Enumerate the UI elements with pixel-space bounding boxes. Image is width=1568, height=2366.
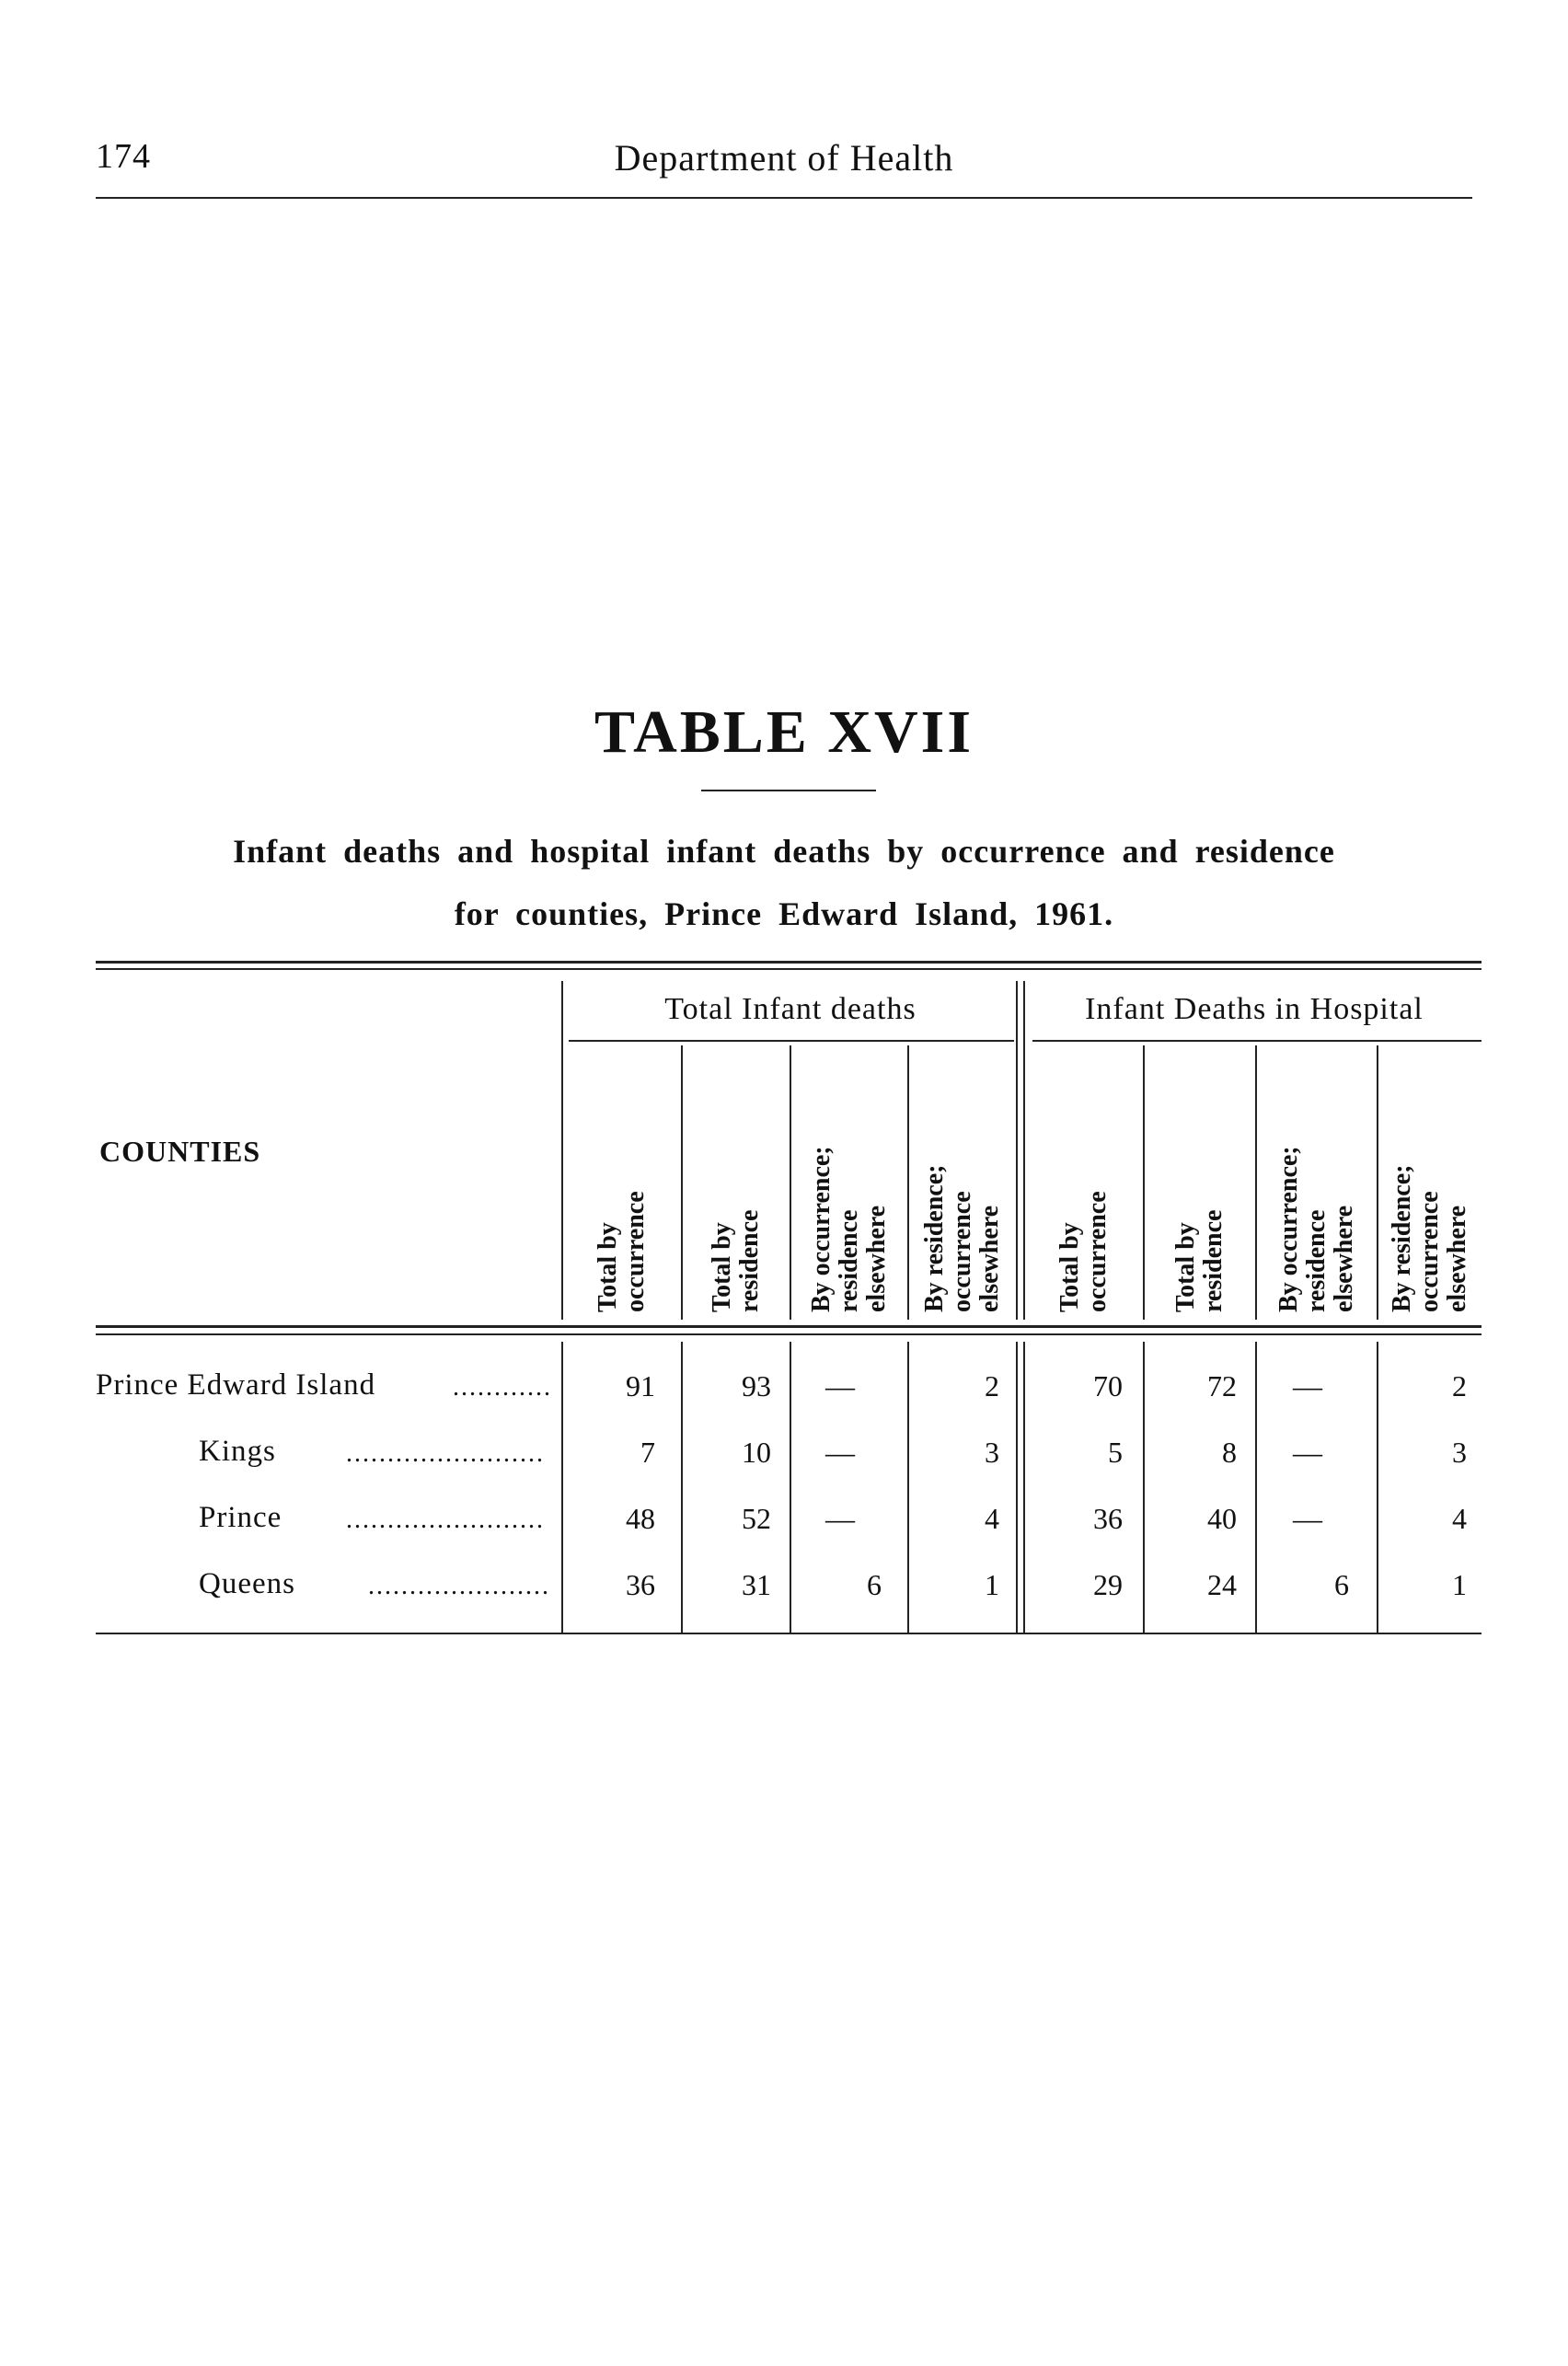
group-header-total-infant-deaths: Total Infant deaths bbox=[664, 992, 917, 1026]
table-title: TABLE XVII bbox=[594, 698, 974, 766]
header-rule bbox=[96, 197, 1472, 199]
leader-dots: ........................ bbox=[346, 1506, 545, 1534]
row-label: Kings bbox=[199, 1435, 276, 1468]
table-cell: 36 bbox=[1093, 1502, 1123, 1535]
column-header-line: occurrence bbox=[948, 1191, 976, 1312]
column-header-line: occurrence bbox=[1415, 1191, 1444, 1312]
column-header-by-occurrence-residence-elsewhere bbox=[791, 1049, 907, 1312]
table-cell: 10 bbox=[742, 1436, 771, 1469]
column-header-line: Total by bbox=[594, 1222, 622, 1312]
column-header-total-by-residence bbox=[683, 1049, 790, 1312]
column-header-line: occurrence bbox=[621, 1191, 650, 1312]
table-cell: 24 bbox=[1207, 1568, 1237, 1601]
column-header-line: By residence; bbox=[920, 1164, 949, 1312]
page-number: 174 bbox=[96, 137, 151, 176]
table-cell: — bbox=[825, 1436, 855, 1469]
table-cell: 48 bbox=[626, 1502, 655, 1535]
leader-dots: ...................... bbox=[368, 1572, 550, 1600]
table-cell: 93 bbox=[742, 1369, 771, 1402]
table-cell: 2 bbox=[1452, 1369, 1467, 1402]
column-header-by-residence-occurrence-elsewhere bbox=[909, 1049, 1016, 1312]
group-rule-1 bbox=[569, 1040, 1014, 1042]
column-header-hospital-by-occurrence-residence-elsewhere bbox=[1257, 1049, 1377, 1312]
column-header-line: residence bbox=[1302, 1209, 1331, 1312]
table-cell: 3 bbox=[1452, 1436, 1467, 1469]
group-header-infant-deaths-hospital: Infant Deaths in Hospital bbox=[1085, 992, 1424, 1026]
leader-dots: ............ bbox=[453, 1373, 552, 1402]
column-header-line: elsewhere bbox=[975, 1205, 1004, 1312]
table-cell: 8 bbox=[1222, 1436, 1237, 1469]
table-cell: 4 bbox=[1452, 1502, 1467, 1535]
title-rule bbox=[701, 790, 876, 791]
table-cell: — bbox=[1293, 1436, 1322, 1469]
table-cell: 4 bbox=[985, 1502, 999, 1535]
table-top-rule-2 bbox=[96, 968, 1482, 970]
column-header-line: By residence; bbox=[1388, 1164, 1416, 1312]
table-cell: 5 bbox=[1108, 1436, 1123, 1469]
table-cell: 6 bbox=[867, 1568, 882, 1601]
column-header-line: residence bbox=[1199, 1209, 1228, 1312]
column-header-line: Total by bbox=[1055, 1222, 1084, 1312]
table-cell: 2 bbox=[985, 1369, 999, 1402]
body-divider-double bbox=[1016, 1342, 1018, 1633]
table-cell: 72 bbox=[1207, 1369, 1237, 1402]
table-cell: 36 bbox=[626, 1568, 655, 1601]
column-header-hospital-total-by-occurrence bbox=[1025, 1049, 1143, 1312]
row-label: Prince Edward Island bbox=[96, 1368, 376, 1402]
column-header-line: residence bbox=[735, 1209, 764, 1312]
column-header-total-by-occurrence bbox=[563, 1049, 681, 1312]
column-header-hospital-total-by-residence bbox=[1145, 1049, 1255, 1312]
table-cell: 1 bbox=[1452, 1568, 1467, 1601]
column-header-line: elsewhere bbox=[1330, 1205, 1358, 1312]
header-bottom-rule bbox=[96, 1325, 1482, 1328]
table-cell: 31 bbox=[742, 1568, 771, 1601]
table-cell: 7 bbox=[640, 1436, 655, 1469]
table-cell: 52 bbox=[742, 1502, 771, 1535]
table-cell: — bbox=[825, 1502, 855, 1535]
leader-dots: ........................ bbox=[346, 1439, 545, 1468]
table-cell: 40 bbox=[1207, 1502, 1237, 1535]
column-header-line: Total by bbox=[708, 1222, 736, 1312]
table-cell: 29 bbox=[1093, 1568, 1123, 1601]
row-label: Queens bbox=[199, 1567, 295, 1600]
column-header-line: elsewhere bbox=[1443, 1205, 1471, 1312]
column-header-line: elsewhere bbox=[862, 1205, 891, 1312]
column-header-line: Total by bbox=[1171, 1222, 1200, 1312]
table-cell: 1 bbox=[985, 1568, 999, 1601]
stub-header-counties: COUNTIES bbox=[99, 1135, 261, 1168]
table-subtitle-line-2: for counties, Prince Edward Island, 1961. bbox=[454, 895, 1114, 932]
table-cell: 3 bbox=[985, 1436, 999, 1469]
column-header-line: occurrence bbox=[1083, 1191, 1112, 1312]
running-head: Department of Health bbox=[614, 137, 954, 179]
table-top-rule bbox=[96, 961, 1482, 964]
table-bottom-rule bbox=[96, 1633, 1482, 1634]
table-cell: 91 bbox=[626, 1369, 655, 1402]
table-cell: — bbox=[1293, 1369, 1322, 1402]
column-header-line: By occurrence; bbox=[807, 1146, 836, 1312]
table-cell: — bbox=[825, 1369, 855, 1402]
group-rule-2 bbox=[1032, 1040, 1482, 1042]
header-bottom-rule-2 bbox=[96, 1333, 1482, 1335]
table-cell: 6 bbox=[1334, 1568, 1349, 1601]
table-cell: 70 bbox=[1093, 1369, 1123, 1402]
column-header-line: By occurrence; bbox=[1274, 1146, 1303, 1312]
column-header-hospital-by-residence-occurrence-elsewhere bbox=[1378, 1049, 1482, 1312]
table-subtitle-line-1: Infant deaths and hospital infant deaths by occurrence and residence bbox=[233, 833, 1335, 870]
table-cell: — bbox=[1293, 1502, 1322, 1535]
column-header-line: residence bbox=[835, 1209, 863, 1312]
row-label: Prince bbox=[199, 1501, 282, 1534]
